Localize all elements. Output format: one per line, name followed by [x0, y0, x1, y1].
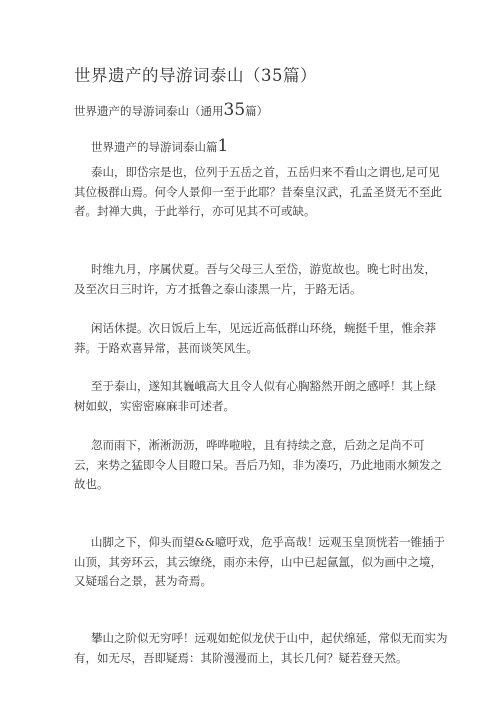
paragraph-line: 莽。于路欢喜异常，甚而谈笑风生。 [74, 340, 258, 355]
paragraph-line: 至于泰山，遂知其巍峨高大且令人似有心胸豁然开朗之感呼！其上绿 [91, 379, 436, 393]
paragraph-line: 者。封禅大典，于此举行，亦可见其不可或缺。 [74, 204, 316, 218]
paragraph-line: 山顶，其旁环云，其云缭绕，雨亦未停，山中已起氤氲，似为画中之境， [74, 554, 442, 569]
paragraph-line: 云，来势之猛即令人目瞪口呆。吾后乃知，非为凑巧，乃此地雨水频发之 [74, 457, 442, 472]
section-heading-prefix: 世界遗产的导游词泰山篇 [91, 140, 218, 154]
paragraph-line: 攀山之阶似无穷呼！远观如蛇似龙伏于山中，起伏绵延，常似无而实为 [91, 631, 448, 645]
paragraph-line: 又疑瑶台之景，甚为奇焉。 [74, 574, 212, 588]
paragraph [74, 319, 434, 358]
section-heading [91, 136, 228, 156]
paragraph [74, 163, 442, 222]
paragraph [74, 377, 434, 416]
paragraph-line: 其位极群山焉。何令人景仰一至于此耶？昔秦皇汉武，孔孟圣贤无不至此 [74, 184, 442, 199]
paragraph-line: 闲话休提。次日饭后上车，见远近高低群山环绕，蜿挺千里，惟余莽 [91, 321, 436, 335]
subtitle-suffix: 篇） [245, 104, 269, 118]
paragraph-line: 有，如无尽，吾即疑焉：其阶漫漫而上，其长几何？疑若登天然。 [74, 650, 408, 665]
subtitle-prefix: 世界遗产的导游词泰山（通用 [74, 104, 224, 118]
subtitle-number: 35 [223, 100, 246, 120]
paragraph [74, 436, 442, 495]
section-heading-number: 1 [217, 136, 229, 156]
paragraph-line: 故也。 [74, 477, 109, 491]
document-title: 世界遗产的导游词泰山（35篇） [74, 66, 317, 85]
paragraph-line: 泰山，即岱宗是也，位列于五岳之首，五岳归来不看山之谓也,足可见 [91, 165, 440, 179]
paragraph [74, 629, 448, 668]
paragraph-line: 时维九月，序属伏夏。吾与父母三人至岱，游览故也。晚七时出发， [91, 262, 436, 276]
document-subtitle [74, 100, 268, 120]
paragraph-line: 树如蚁，实密密麻麻非可述者。 [74, 398, 235, 413]
paragraph-line: 及至次日三时许，方才抵鲁之泰山漆黑一片，于路无话。 [74, 281, 362, 296]
paragraph [74, 260, 434, 299]
paragraph-line: 山脚之下，仰头而望&&噫吁戏，危乎高哉！远观玉皇顶恍若一锥插于 [91, 535, 445, 549]
paragraph-line: 忽而雨下，淅淅沥沥，哗哗啦啦，且有持续之意，后劲之足尚不可 [91, 438, 425, 452]
paragraph [74, 533, 445, 592]
